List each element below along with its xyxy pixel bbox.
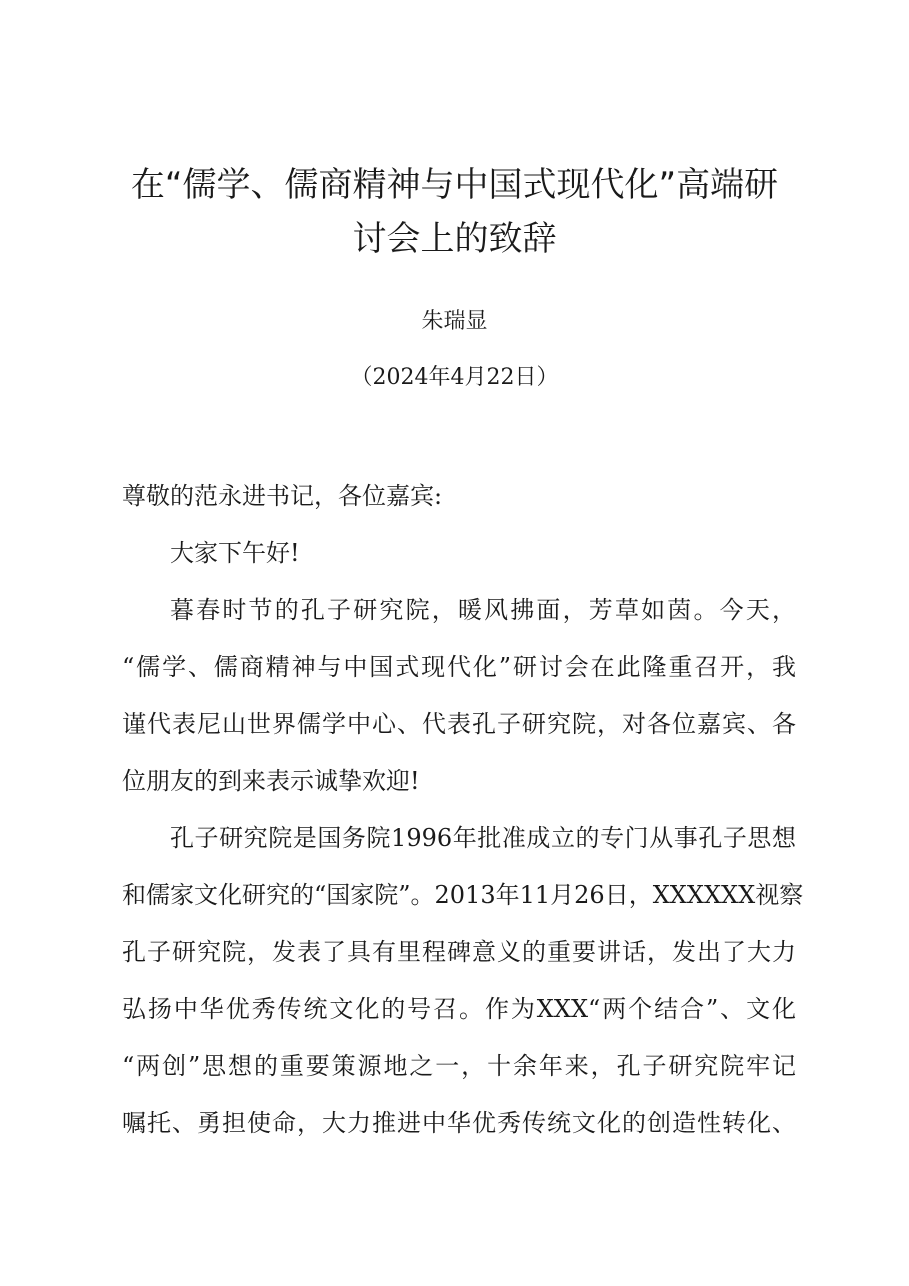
body-line: 孔子研究院，发表了具有里程碑意义的重要讲话，发出了大力 bbox=[122, 938, 796, 966]
title-line-1: 在“儒学、儒商精神与中国式现代化”高端研 bbox=[130, 165, 779, 205]
salutation-line: 尊敬的范永进书记，各位嘉宾: bbox=[122, 482, 443, 510]
body-line: 弘扬中华优秀传统文化的号召。作为XXX“两个结合”、文化 bbox=[122, 995, 796, 1023]
title-line-2: 讨会上的致辞 bbox=[352, 219, 557, 259]
body-line: 谨代表尼山世界儒学中心、代表孔子研究院，对各位嘉宾、各 bbox=[122, 710, 796, 738]
greeting-line: 大家下午好! bbox=[170, 539, 300, 567]
body-line: 嘱托、勇担使命，大力推进中华优秀传统文化的创造性转化、 bbox=[122, 1109, 796, 1137]
body-line: “两创”思想的重要策源地之一，十余年来，孔子研究院牢记 bbox=[122, 1052, 796, 1080]
body-line: 孔子研究院是国务院1996年批准成立的专门从事孔子思想 bbox=[170, 824, 796, 852]
body-line: 暮春时节的孔子研究院，暖风拂面，芳草如茵。今天， bbox=[170, 596, 796, 624]
author-name: 朱瑞显 bbox=[421, 309, 488, 334]
document-body bbox=[122, 468, 804, 1152]
body-line: 位朋友的到来表示诚挚欢迎! bbox=[122, 767, 420, 795]
body-line: “儒学、儒商精神与中国式现代化”研讨会在此隆重召开，我 bbox=[122, 653, 796, 681]
document-title bbox=[112, 158, 797, 266]
speech-date: （2024年4月22日） bbox=[350, 365, 559, 390]
body-line: 和儒家文化研究的“国家院”。2013年11月26日，XXXXXX视察 bbox=[122, 881, 804, 909]
